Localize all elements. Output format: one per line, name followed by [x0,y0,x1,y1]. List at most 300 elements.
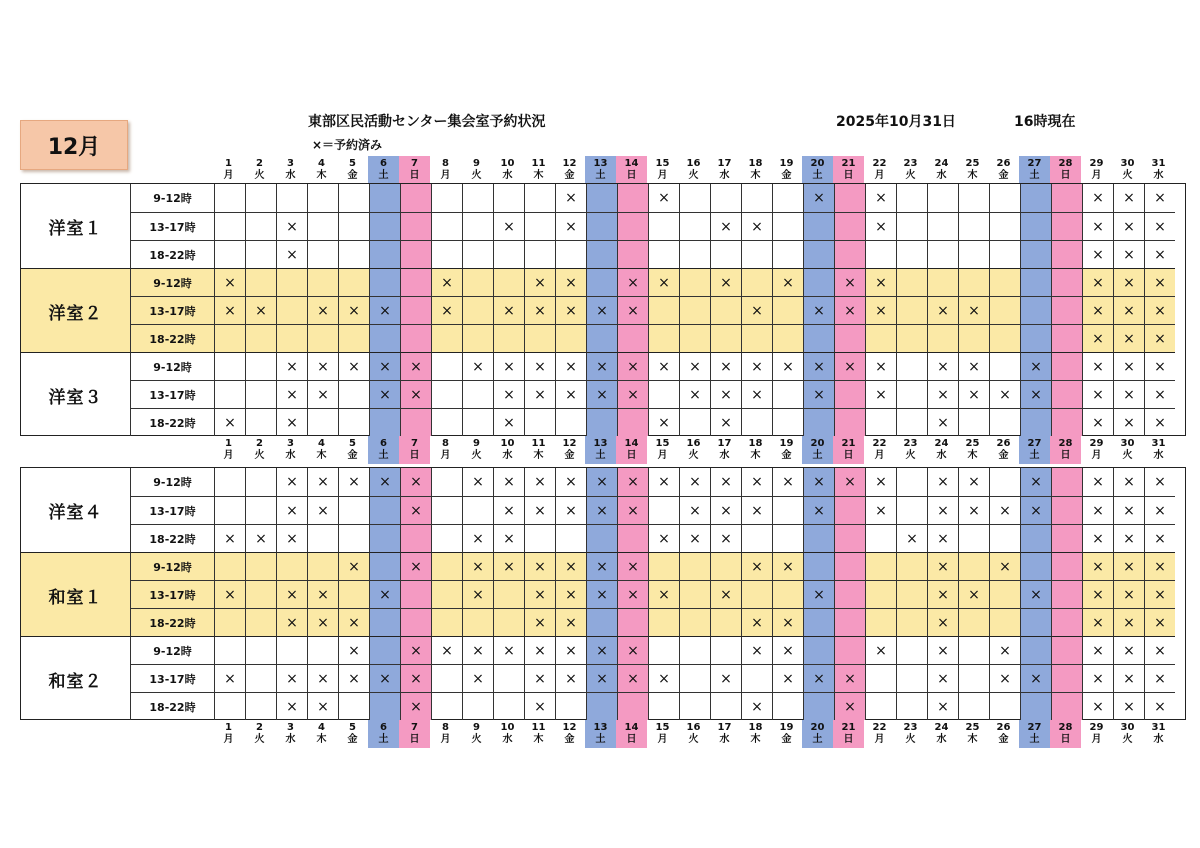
booking-cell: × [927,692,958,720]
booking-cell [1051,296,1082,324]
room-name: 洋室１ [48,218,103,239]
booking-cell: × [586,552,617,580]
booking-cell [431,408,462,436]
booking-cell: × [1144,352,1175,380]
day-number: 12 [562,722,577,733]
booking-cell [989,184,1020,212]
booking-cell [369,552,400,580]
header-1-day-8 [430,156,461,184]
booking-cell [865,608,896,636]
booking-cell [555,324,586,352]
booking-cell: × [462,552,493,580]
booking-cell [245,240,276,268]
booking-cell: × [1020,468,1051,496]
booking-cell [369,240,400,268]
booking-cell [214,352,245,380]
day-number: 18 [748,438,763,449]
weekday: 火 [254,734,265,745]
booking-cell: × [1113,468,1144,496]
booking-cell [400,296,431,324]
booking-cell: × [741,352,772,380]
header-3-day-31 [1143,720,1174,748]
header-2-day-19 [771,436,802,464]
booking-cell [927,212,958,240]
header-2-day-18 [740,436,771,464]
booking-cell [431,692,462,720]
day-number: 5 [349,438,356,449]
booking-cell: × [1082,240,1113,268]
booking-cell [338,408,369,436]
booking-cell: × [1082,324,1113,352]
booking-cell [710,552,741,580]
weekday: 月 [874,450,885,461]
booking-cell [648,240,679,268]
booking-cell [648,692,679,720]
time-slot-row [130,692,1175,720]
header-3-day-20 [802,720,833,748]
booking-cell: × [524,468,555,496]
weekday: 木 [967,170,978,181]
booking-cell [369,184,400,212]
booking-cell [1051,608,1082,636]
booking-cell [307,524,338,552]
booking-cell [369,212,400,240]
booking-cell: × [276,352,307,380]
booking-cell [1051,496,1082,524]
booking-cell [338,324,369,352]
booking-cell: × [741,296,772,324]
booking-cell: × [1082,296,1113,324]
booking-cell [214,468,245,496]
booking-cell [1051,408,1082,436]
weekday: 日 [1060,734,1071,745]
month-label: 12月 [47,134,101,160]
booking-cell [958,184,989,212]
day-number: 20 [810,722,825,733]
weekday: 日 [409,734,420,745]
booking-cell [462,240,493,268]
booking-cell: × [958,496,989,524]
time-slot-row [130,324,1175,352]
booking-cell [989,692,1020,720]
booking-cell [617,524,648,552]
booking-cell: × [927,296,958,324]
weekday: 木 [967,734,978,745]
header-2-day-29 [1081,436,1112,464]
day-number: 25 [965,158,980,169]
time-slot-row [130,296,1175,324]
booking-cell [369,496,400,524]
booking-cell [927,240,958,268]
booking-cell: × [1082,496,1113,524]
booking-cell: × [214,296,245,324]
time-slot-label: 18-22時 [130,240,214,268]
booking-cell [338,184,369,212]
booking-cell: × [927,380,958,408]
booking-cell: × [555,212,586,240]
weekday: 土 [378,450,389,461]
booking-cell [1020,296,1051,324]
booking-cell: × [865,352,896,380]
booking-cell: × [1113,692,1144,720]
booking-cell [927,324,958,352]
booking-cell [648,324,679,352]
booking-cell: × [1113,636,1144,664]
weekday: 金 [781,734,792,745]
booking-cell [431,524,462,552]
booking-cell: × [338,552,369,580]
booking-cell [431,664,462,692]
booking-cell [1051,268,1082,296]
time-slot-row [130,664,1175,692]
booking-cell: × [865,496,896,524]
booking-cell: × [1144,664,1175,692]
booking-cell: × [555,664,586,692]
booking-cell: × [648,580,679,608]
booking-cell: × [1082,524,1113,552]
booking-cell: × [679,380,710,408]
booking-cell: × [617,352,648,380]
booking-cell: × [307,664,338,692]
booking-cell [462,380,493,408]
booking-cell [400,240,431,268]
booking-cell [772,324,803,352]
booking-cell [772,408,803,436]
day-number: 22 [872,158,887,169]
booking-cell [710,240,741,268]
booking-cell [431,496,462,524]
weekday: 火 [254,170,265,181]
weekday: 土 [1029,450,1040,461]
booking-cell [896,380,927,408]
day-number: 4 [318,438,325,449]
booking-cell [586,324,617,352]
weekday: 木 [533,734,544,745]
booking-cell: × [586,496,617,524]
booking-cell: × [803,296,834,324]
day-number: 28 [1058,438,1073,449]
booking-cell: × [989,380,1020,408]
booking-cell [431,184,462,212]
booking-cell: × [927,408,958,436]
booking-cell [555,524,586,552]
time-slot-row [130,552,1175,580]
weekday: 月 [440,170,451,181]
day-number: 14 [624,722,639,733]
booking-cell [462,324,493,352]
header-1-day-15 [647,156,678,184]
booking-cell [462,296,493,324]
booking-cell: × [617,268,648,296]
booking-cell: × [710,664,741,692]
booking-cell: × [493,552,524,580]
booking-cell [1051,552,1082,580]
header-1-day-20 [802,156,833,184]
booking-cell [679,408,710,436]
booking-cell: × [369,380,400,408]
booking-cell: × [679,352,710,380]
booking-cell [710,636,741,664]
header-3-day-11 [523,720,554,748]
booking-cell: × [927,636,958,664]
header-3-day-30 [1112,720,1143,748]
booking-cell [245,636,276,664]
booking-cell [710,324,741,352]
booking-cell: × [338,636,369,664]
booking-cell [989,524,1020,552]
booking-cell [679,324,710,352]
booking-cell [431,240,462,268]
booking-cell: × [431,296,462,324]
booking-cell: × [617,664,648,692]
day-number: 13 [593,722,608,733]
header-2-day-16 [678,436,709,464]
booking-cell: × [1082,552,1113,580]
booking-cell: × [276,496,307,524]
booking-cell [307,184,338,212]
header-3-day-21 [833,720,864,748]
weekday: 月 [440,734,451,745]
booking-cell: × [524,692,555,720]
header-1-day-11 [523,156,554,184]
time-slot-row [130,268,1175,296]
booking-cell [1020,408,1051,436]
booking-cell [710,608,741,636]
room-name: 洋室３ [21,352,130,437]
weekday: 火 [688,734,699,745]
header-1-day-5 [337,156,368,184]
weekday: 月 [874,734,885,745]
booking-cell [741,184,772,212]
header-2-day-15 [647,436,678,464]
booking-cell: × [1082,608,1113,636]
booking-cell: × [276,380,307,408]
day-number: 5 [349,158,356,169]
booking-cell: × [1082,468,1113,496]
booking-cell: × [369,580,400,608]
booking-cell: × [1113,380,1144,408]
booking-cell: × [276,580,307,608]
weekday: 月 [657,450,668,461]
booking-cell: × [772,468,803,496]
booking-cell [958,408,989,436]
header-1-day-17 [709,156,740,184]
booking-cell: × [1144,496,1175,524]
booking-cell: × [276,212,307,240]
booking-cell [741,324,772,352]
booking-cell [586,212,617,240]
weekday: 木 [750,734,761,745]
booking-cell [307,408,338,436]
booking-cell: × [1082,692,1113,720]
header-3-day-27 [1019,720,1050,748]
booking-cell: × [1020,380,1051,408]
booking-cell: × [834,352,865,380]
booking-cell [1051,468,1082,496]
booking-cell [493,608,524,636]
header-3-day-1 [213,720,244,748]
booking-cell [1020,184,1051,212]
header-2-day-13 [585,436,616,464]
day-number: 3 [287,438,294,449]
booking-cell: × [555,580,586,608]
booking-cell: × [1113,496,1144,524]
day-number: 26 [996,722,1011,733]
booking-cell [524,184,555,212]
time-slot-label: 9-12時 [130,636,214,664]
booking-cell: × [927,580,958,608]
day-number: 8 [442,158,449,169]
booking-cell [245,496,276,524]
booking-cell [679,240,710,268]
day-number: 25 [965,722,980,733]
booking-cell [245,664,276,692]
time-slot-label: 13-17時 [130,212,214,240]
day-number: 17 [717,722,732,733]
booking-cell [1020,692,1051,720]
booking-cell [772,524,803,552]
day-number: 15 [655,158,670,169]
legend: ×＝予約済み [312,138,383,152]
booking-cell [772,240,803,268]
header-2-day-30 [1112,436,1143,464]
weekday: 金 [998,450,1009,461]
weekday: 月 [223,450,234,461]
booking-cell: × [679,468,710,496]
day-number: 30 [1120,438,1135,449]
booking-cell: × [493,296,524,324]
header-1-day-23 [895,156,926,184]
booking-cell: × [803,496,834,524]
weekday: 月 [657,734,668,745]
booking-cell [245,468,276,496]
header-2-day-21 [833,436,864,464]
booking-cell: × [927,496,958,524]
booking-cell: × [462,580,493,608]
booking-cell: × [710,468,741,496]
booking-cell: × [555,296,586,324]
header-3-day-4 [306,720,337,748]
booking-cell: × [524,380,555,408]
booking-cell [245,552,276,580]
day-number: 8 [442,438,449,449]
booking-cell: × [307,496,338,524]
header-1-day-7 [399,156,430,184]
booking-cell: × [679,524,710,552]
booking-cell: × [1113,664,1144,692]
weekday: 木 [750,170,761,181]
time-slot-label: 18-22時 [130,692,214,720]
booking-cell [803,212,834,240]
booking-cell [958,240,989,268]
booking-cell: × [710,408,741,436]
weekday: 火 [471,170,482,181]
booking-cell: × [1144,268,1175,296]
booking-cell: × [1113,552,1144,580]
booking-cell [431,468,462,496]
booking-cell [462,408,493,436]
booking-cell [648,212,679,240]
header-1-day-25 [957,156,988,184]
booking-cell [1051,580,1082,608]
booking-cell: × [400,380,431,408]
booking-cell [1051,184,1082,212]
booking-cell: × [617,468,648,496]
day-number: 14 [624,158,639,169]
day-number: 23 [903,438,918,449]
room-block-2 [20,467,1186,720]
header-1-day-18 [740,156,771,184]
day-number: 19 [779,722,794,733]
booking-cell [896,268,927,296]
booking-cell: × [338,468,369,496]
booking-cell [865,240,896,268]
booking-cell: × [927,468,958,496]
header-3-day-23 [895,720,926,748]
weekday: 月 [1091,450,1102,461]
weekday: 水 [502,450,513,461]
header-2-day-23 [895,436,926,464]
day-number: 27 [1027,438,1042,449]
booking-cell: × [338,608,369,636]
booking-cell: × [462,664,493,692]
time-slot-row [130,380,1175,408]
weekday: 月 [657,170,668,181]
booking-cell [245,580,276,608]
weekday: 金 [347,450,358,461]
booking-cell [245,184,276,212]
booking-cell: × [741,636,772,664]
day-number: 9 [473,158,480,169]
as-of-time: 16時現在 [1014,114,1076,130]
booking-cell [524,524,555,552]
weekday: 火 [1122,450,1133,461]
room-name: 和室２ [21,636,130,721]
weekday: 火 [254,450,265,461]
booking-cell: × [214,580,245,608]
booking-cell: × [245,524,276,552]
booking-cell: × [710,268,741,296]
booking-cell [648,296,679,324]
booking-cell [276,636,307,664]
weekday: 火 [905,734,916,745]
booking-cell [245,212,276,240]
booking-cell: × [772,268,803,296]
booking-cell: × [555,552,586,580]
booking-cell: × [803,468,834,496]
weekday: 水 [719,170,730,181]
day-number: 10 [500,158,515,169]
day-number: 13 [593,438,608,449]
booking-cell [896,608,927,636]
booking-cell: × [400,352,431,380]
booking-cell [648,380,679,408]
weekday: 土 [812,170,823,181]
booking-cell: × [493,468,524,496]
weekday: 土 [595,170,606,181]
booking-cell [989,212,1020,240]
booking-cell [462,608,493,636]
booking-cell [214,240,245,268]
booking-cell: × [555,184,586,212]
weekday: 金 [564,450,575,461]
booking-cell [989,608,1020,636]
header-3-day-12 [554,720,585,748]
day-number: 10 [500,722,515,733]
booking-cell [896,240,927,268]
weekday: 木 [533,170,544,181]
booking-cell [896,468,927,496]
